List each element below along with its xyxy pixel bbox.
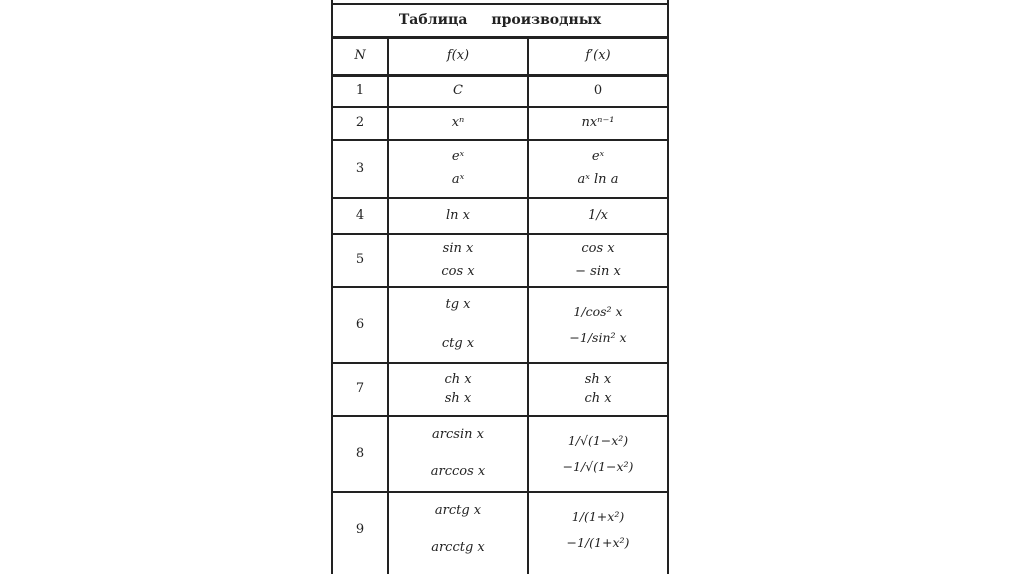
function-line: arcsin x [432, 427, 484, 443]
derivative-cell: 0 [593, 83, 603, 99]
header-n: N [354, 48, 366, 64]
row-number: 2 [355, 115, 365, 131]
derivative-line: eˣ [591, 149, 605, 165]
derivative-cell [529, 364, 667, 415]
derivative-cell [529, 288, 667, 362]
row-number: 1 [355, 83, 365, 99]
function-line: sin x [442, 240, 474, 256]
function-line: eˣ [451, 149, 465, 165]
function-line: cos x [441, 263, 475, 279]
derivative-cell [529, 493, 667, 567]
header-fp: f′(x) [585, 48, 611, 64]
function-cell [389, 493, 527, 567]
derivative-line: ch x [584, 390, 612, 406]
function-line: arccos x [430, 464, 486, 479]
row-number: 4 [355, 207, 365, 223]
derivative-line: −1/√(1−x²) [562, 459, 634, 474]
function-line: sh x [444, 390, 472, 406]
derivative-line: − sin x [575, 263, 621, 279]
function-cell [389, 235, 527, 286]
function-cell [389, 141, 527, 197]
derivative-cell [529, 141, 667, 197]
derivative-line: cos x [581, 240, 615, 256]
function-cell [389, 364, 527, 415]
derivative-line: 1/(1+x²) [571, 508, 625, 524]
row-number: 8 [355, 445, 365, 461]
function-line: arcctg x [431, 540, 485, 555]
derivative-cell [529, 417, 667, 491]
row-number: 7 [355, 381, 365, 397]
row-number: 6 [355, 316, 365, 332]
row-number: 5 [355, 252, 365, 268]
table-rule [667, 0, 669, 574]
derivative-line: −1/sin² x [569, 330, 627, 345]
derivatives-table [331, 0, 669, 574]
function-cell: C [453, 83, 463, 99]
derivative-line: 1/cos² x [573, 303, 623, 319]
function-line: ctg x [441, 336, 475, 351]
derivative-cell: nxⁿ⁻¹ [581, 115, 615, 131]
function-cell: xⁿ [451, 115, 465, 131]
header-f: f(x) [446, 48, 470, 64]
derivative-line: −1/(1+x²) [566, 535, 630, 550]
function-line: tg x [445, 297, 471, 313]
row-number: 9 [355, 521, 365, 537]
function-line: aˣ [451, 172, 465, 187]
row-number: 3 [355, 160, 365, 176]
derivative-line: aˣ ln a [577, 172, 619, 187]
function-line: arctg x [434, 503, 482, 519]
title-word: производных [491, 12, 602, 29]
derivative-line: sh x [584, 371, 612, 387]
function-line: ch x [444, 371, 472, 387]
table-title [331, 5, 669, 36]
function-cell [389, 417, 527, 491]
title-word: Таблица [398, 12, 468, 29]
derivative-cell: 1/x [588, 207, 608, 223]
function-cell: ln x [446, 207, 470, 223]
derivative-cell [529, 235, 667, 286]
derivative-line: 1/√(1−x²) [567, 432, 629, 448]
function-cell [389, 288, 527, 362]
